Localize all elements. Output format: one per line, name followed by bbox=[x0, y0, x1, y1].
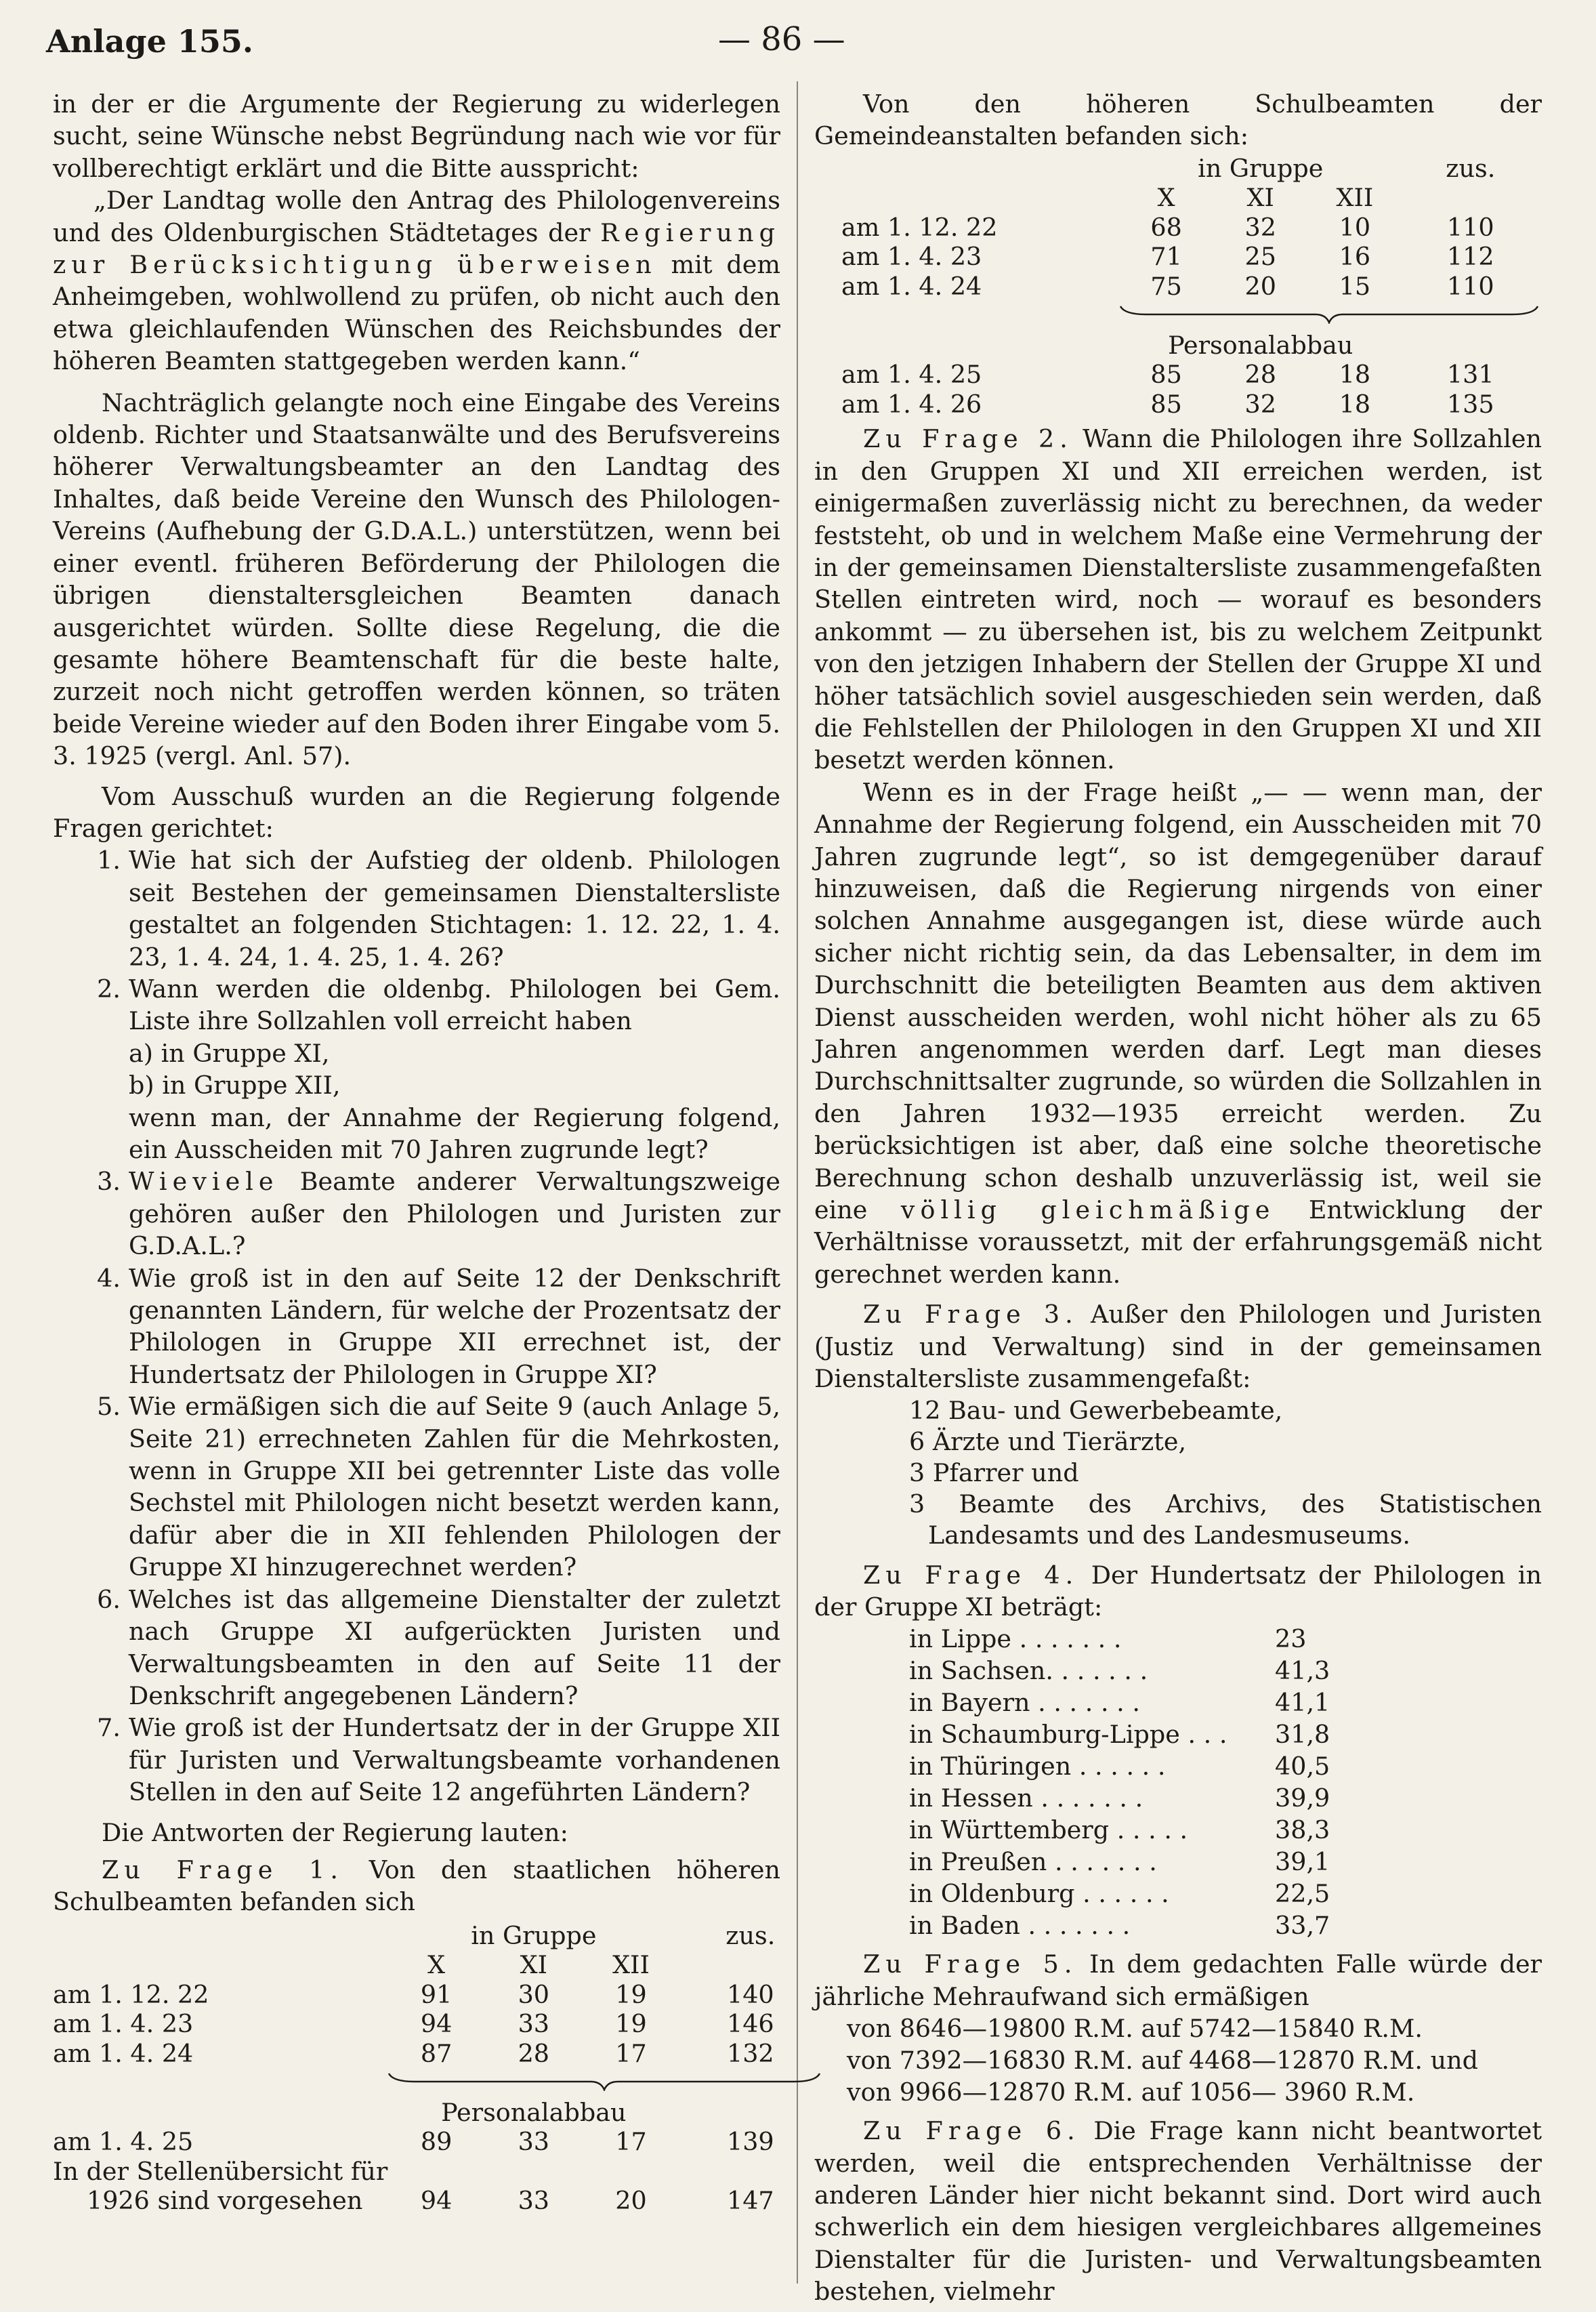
question-list bbox=[53, 844, 780, 1808]
list-item: 3 Pfarrer und bbox=[909, 1458, 1079, 1487]
answer-1: Zu Frage 1. Von den staatlichen höheren Schulbeamten befanden sich bbox=[53, 1855, 780, 1917]
brace-divider bbox=[814, 301, 1539, 331]
question-item: 2. Wann werden die oldenbg. Philologen bei Gem. Liste ihre Sollzahlen voll erreicht haben a) in Gruppe XI, b) in Gruppe XII, wenn man, der Annahme der Regierung folgend, ein Ausscheiden mit 70 Jahren zugrunde legt? bbox=[97, 974, 780, 1164]
table-row: am 1. 4. 24 87 28 17 132 bbox=[53, 2038, 774, 2068]
page-header bbox=[0, 15, 1596, 62]
cost-reductions bbox=[814, 2012, 1542, 2108]
answer-3: Zu Frage 3. Außer den Philologen und Juristen (Justiz und Verwaltung) sind in der gemeinsamen Dienstaltersliste zusammengefaßt: bbox=[814, 1300, 1542, 1394]
left-column bbox=[53, 88, 780, 2216]
answer-6: Zu Frage 6. Die Frage kann nicht beantwortet werden, weil die entsprechenden Verhältnisse der anderen Länder hier nicht bekannt sind. Dort wird auch schwerlich ein dem hiesigen vergleichbares allgemeines Dienstalter für die Juristen- und Verwaltungsbeamten bestehen, vielmehr bbox=[814, 2116, 1542, 2307]
list-item: 3 Beamte des Archivs, des Statistischen Landesamts und des Landesmuseums. bbox=[909, 1489, 1542, 1550]
paragraph: Von den höheren Schulbeamten der Gemeindeanstalten befanden sich: bbox=[814, 89, 1542, 151]
list-item: in Preußen . . . . . . . 39,1 bbox=[909, 1847, 1330, 1877]
table-row: 1926 sind vorgesehen 94 33 20 147 bbox=[87, 2186, 774, 2216]
list-item: in Baden . . . . . . . 33,7 bbox=[909, 1911, 1330, 1941]
list-item: in Oldenburg . . . . . . 22,5 bbox=[909, 1879, 1330, 1909]
state-percentages bbox=[814, 1623, 1542, 1941]
table-header: in Gruppe zus. bbox=[471, 1920, 776, 1950]
table-row: In der Stellenübersicht für bbox=[53, 2156, 388, 2186]
table-subheader: Personalabbau bbox=[441, 2097, 627, 2127]
table-row: am 1. 4. 25 89 33 17 139 bbox=[53, 2127, 774, 2157]
table-row: am 1. 4. 23 71 25 16 112 bbox=[841, 242, 1494, 272]
list-item: von 7392—16830 R.M. auf 4468—12870 R.M. und bbox=[847, 2046, 1478, 2076]
table-row: am 1. 12. 22 91 30 19 140 bbox=[53, 1979, 774, 2009]
paragraph: Nachträglich gelangte noch eine Eingabe des Vereins oldenb. Richter und Staatsanwälte und des Berufsvereins höherer Verwaltungsbeamter an den Landtag des Inhaltes, daß beide Vereine den Wunsch des Philologen-Vereins (Aufhebung der G.D.A.L.) unterstützen, wenn bei einer eventl. früheren Beförderung der Philologen die übrigen dienstaltersgleichen Beamten danach ausgerichtet würden. Sollte diese Regelung, die die gesamte höhere Beamtenschaft für die beste halte, zurzeit noch nicht getroffen werden können, so träten beide Vereine wieder auf den Boden ihrer Eingabe vom 5. 3. 1925 (vergl. Anl. 57). bbox=[53, 388, 780, 771]
brace-divider bbox=[53, 2068, 821, 2098]
list-item: in Lippe . . . . . . . 23 bbox=[909, 1624, 1307, 1654]
question-item: 1. Wie hat sich der Aufstieg der oldenb. Philologen seit Bestehen der gemeinsamen Dienstaltersliste gestaltet an folgenden Stichtagen: 1. 12. 22, 1. 4. 23, 1. 4. 24, 1. 4. 25, 1. 4. 26? bbox=[97, 846, 780, 972]
question-item: 7. Wie groß ist der Hundertsatz der in der Gruppe XII für Juristen und Verwaltungsbeamte vorhandenen Stellen in den auf Seite 12 angeführten Ländern? bbox=[97, 1713, 780, 1807]
table-row: am 1. 4. 24 75 20 15 110 bbox=[841, 271, 1494, 301]
municipal-teachers-table bbox=[814, 154, 1539, 419]
brace-icon bbox=[1119, 305, 1539, 324]
list-item: in Thüringen . . . . . . 40,5 bbox=[909, 1752, 1330, 1781]
brace-icon bbox=[387, 2072, 821, 2091]
table-subheader: Personalabbau bbox=[1168, 330, 1353, 360]
list-item: 6 Ärzte und Tierärzte, bbox=[909, 1426, 1187, 1456]
question-item: 6. Welches ist das allgemeine Dienstalter der zuletzt nach Gruppe XI aufgerückten Juristen und Verwaltungsbeamten in den auf Seite 11 der Denkschrift angegebenen Ländern? bbox=[97, 1584, 780, 1710]
question-item: 3. Wieviele Beamte anderer Verwaltungszweige gehören außer den Philologen und Juristen zur G.D.A.L.? bbox=[97, 1167, 780, 1261]
answer-4: Zu Frage 4. Der Hundertsatz der Philologen in der Gruppe XI beträgt: bbox=[814, 1560, 1542, 1622]
table-header: in Gruppe zus. bbox=[1198, 153, 1496, 183]
table-header: X XI XII bbox=[1157, 183, 1374, 213]
table-header: X XI XII bbox=[427, 1950, 650, 1980]
list-item: von 8646—19800 R.M. auf 5742—15840 R.M. bbox=[847, 2014, 1423, 2044]
list-item: in Sachsen. . . . . . . 41,3 bbox=[909, 1656, 1330, 1686]
table-row: am 1. 4. 25 85 28 18 131 bbox=[841, 360, 1494, 390]
right-column bbox=[814, 88, 1542, 2308]
list-item: in Hessen . . . . . . . 39,9 bbox=[909, 1783, 1330, 1813]
answer-5: Zu Frage 5. In dem gedachten Falle würde der jährliche Mehraufwand sich ermäßigen bbox=[814, 1949, 1542, 2011]
table-row: am 1. 12. 22 68 32 10 110 bbox=[841, 212, 1494, 242]
page-number: — 86 — bbox=[718, 20, 845, 58]
table-row: am 1. 4. 26 85 32 18 135 bbox=[841, 389, 1494, 419]
list-item: in Schaumburg-Lippe . . . 31,8 bbox=[909, 1720, 1330, 1750]
list-item: 12 Bau- und Gewerbebeamte, bbox=[909, 1395, 1283, 1425]
state-teachers-table bbox=[53, 1921, 821, 2216]
list-item: in Württemberg . . . . . 38,3 bbox=[909, 1815, 1330, 1845]
paragraph: in der er die Argumente der Regierung zu widerlegen sucht, seine Wünsche nebst Begründung nach wie vor für vollberechtigt erklärt und die Bitte ausspricht: bbox=[53, 89, 780, 183]
paragraph: Die Antworten der Regierung lauten: bbox=[102, 1817, 568, 1847]
answer-2-continued: Wenn es in der Frage heißt „— — wenn man, der Annahme der Regierung folgend, ein Ausscheiden mit 70 Jahren zugrunde legt“, so ist demgegenüber darauf hinzuweisen, daß die Regierung nirgends von einer solchen Annahme ausgegangen ist, diese würde auch sicher nicht richtig sein, da das Lebensalter, in dem im Durchschnitt die beteiligten Beamten aus dem aktiven Dienst ausscheiden werden, wohl nicht höher als zu 65 Jahren angenommen werden darf. Legt man dieses Durchschnittsalter zugrunde, so würden die Sollzahlen in den Jahren 1932—1935 erreicht werden. Zu berücksichtigen ist aber, daß eine solche theoretische Berechnung schon deshalb unzuverlässig ist, weil sie eine völlig gleichmäßige Entwicklung der Verhältnisse voraussetzt, mit der erfahrungsgemäß nicht gerechnet werden kann. bbox=[814, 777, 1542, 1289]
table-row: am 1. 4. 23 94 33 19 146 bbox=[53, 2009, 774, 2039]
list-item: von 9966—12870 R.M. auf 1056— 3960 R.M. bbox=[847, 2078, 1415, 2107]
answer-2: Zu Frage 2. Wann die Philologen ihre Sollzahlen in den Gruppen XI und XII erreichen werden, ist einigermaßen zuverlässig nicht zu berechnen, da weder feststeht, ob und in welchem Maße eine Vermehrung der in der gemeinsamen Dienstaltersliste zusammengefaßten Stellen eintreten wird, noch — worauf es besonders ankommt — zu übersehen ist, bis zu welchem Zeitpunkt von den jetzigen Inhabern der Stellen der Gruppe XI und höher tatsächlich soviel ausgeschieden sein werden, daß die Fehlstellen der Philologen in den Gruppen XI und XII besetzt werden können. bbox=[814, 424, 1542, 775]
list-item: in Bayern . . . . . . . 41,1 bbox=[909, 1688, 1330, 1718]
official-groups-list bbox=[814, 1395, 1542, 1551]
annex-label: Anlage 155. bbox=[46, 23, 253, 60]
paragraph: Vom Ausschuß wurden an die Regierung folgende Fragen gerichtet: bbox=[53, 781, 780, 843]
quoted-motion: „Der Landtag wolle den Antrag des Philologenvereins und des Oldenburgischen Städtetages der Regierung zur Berücksichtigung überweisen mit dem Anheimgeben, wohlwollend zu prüfen, ob nicht auch den etwa gleichlaufenden Wünschen des Reichsbundes der höheren Beamten stattgegeben werden kann.“ bbox=[53, 186, 780, 376]
question-item: 5. Wie ermäßigen sich die auf Seite 9 (auch Anlage 5, Seite 21) errechneten Zahlen für die Mehrkosten, wenn in Gruppe XII bei getrennter Liste das volle Sechstel mit Philologen nicht besetzt werden kann, dafür aber die in XII fehlenden Philologen der Gruppe XI hinzugerechnet werden? bbox=[97, 1392, 780, 1582]
question-item: 4. Wie groß ist in den auf Seite 12 der Denkschrift genannten Ländern, für welche der Prozentsatz der Philologen in Gruppe XII errechnet ist, der Hundertsatz der Philologen in Gruppe XI? bbox=[97, 1263, 780, 1389]
